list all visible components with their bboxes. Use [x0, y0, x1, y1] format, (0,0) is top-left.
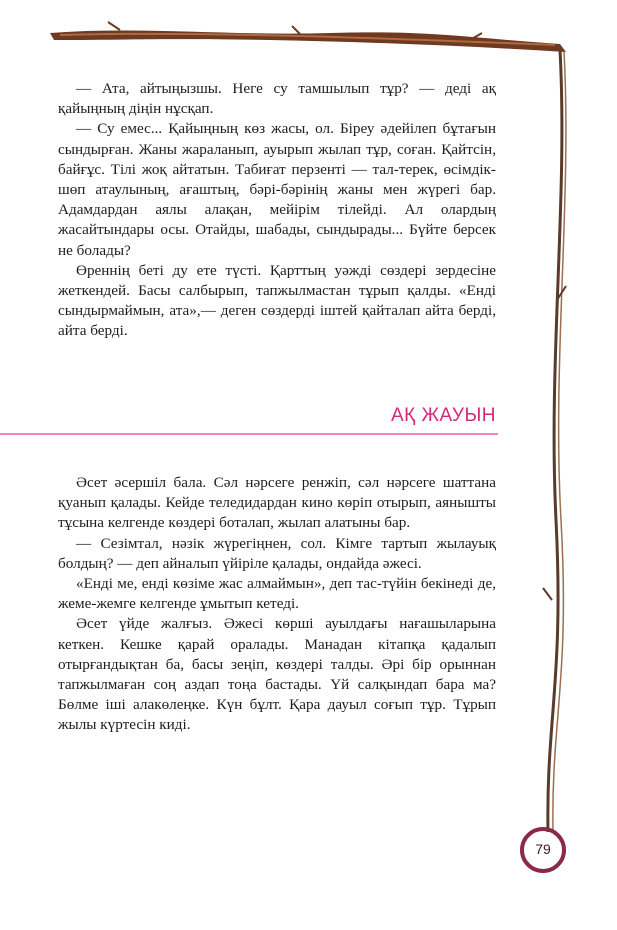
- paragraph: Әсет үйде жалғыз. Әжесі көрші ауылдағы нағашыларына кеткен. Кешке қарай оралады. Манадан кітапқа қадалып отырғандықтан ба, басы зеңіп, көздері талды. Әрі бір орыннан тапжылмаған соң аздап тоңа бастады. Үй салқындап бара ма? Бөлме іші алакөлеңке. Күн бұлт. Қара дауыл соғып тұр. Тұрып жылы күртесін киді.: [58, 615, 496, 734]
- paragraph: Әсет әсершіл бала. Сәл нәрсеге ренжіп, сәл нәрсеге шаттана қуанып қалады. Кейде теледидардан кино көріп отырып, аянышты тұсына келгенде көздері боталап, жылап алатыны бар.: [58, 474, 496, 532]
- section-title: АҚ ЖАУЫН: [390, 405, 496, 426]
- page-number: 79: [535, 841, 551, 857]
- paragraph: — Сезімтал, нәзік жүрегіңнен, сол. Кімге тартып жылауық болдың? — деп айналып үйіріле қалады, ондайда әжесі.: [58, 534, 496, 572]
- story-bottom: [58, 473, 496, 736]
- paragraph: — Су емес... Қайыңның көз жасы, ол. Біреу әдейілеп бұтағын сындырған. Жаны жараланып, ауырып жылап тұр, соған. Қайтсін, байғұс. Тілі жоқ айтатын. Табиғат перзенті — тал-терек, өсімдік-шөп атаулының, ағаштың, бәрі-бәрінің жаны мен жүрегі бар. Адамдардан аялы алақан, мейірім тілейді. Ал олардың жасайтындары осы. Отайды, шабады, сындырады... Бүйте берсек не болады?: [58, 120, 496, 259]
- section-divider: [0, 433, 498, 435]
- paragraph: Өреннің беті ду ете түсті. Қарттың уәжді сөздері зердесіне жеткендей. Басы салбырып, тапжылмастан тұрып қалды. «Енді сындырмаймын, ата»,— деген сөздерді іштей қайталап айта берді, айта берді.: [58, 261, 496, 340]
- story-top: [58, 79, 496, 342]
- paragraph: «Енді ме, енді көзіме жас алмаймын», деп тас-түйін бекінеді де, жеме-жемге келгенде ұмытып кетеді.: [58, 575, 496, 613]
- paragraph: — Ата, айтыңызшы. Неге су тамшылып тұр? — деді ақ қайыңның діңін нұсқап.: [58, 80, 496, 118]
